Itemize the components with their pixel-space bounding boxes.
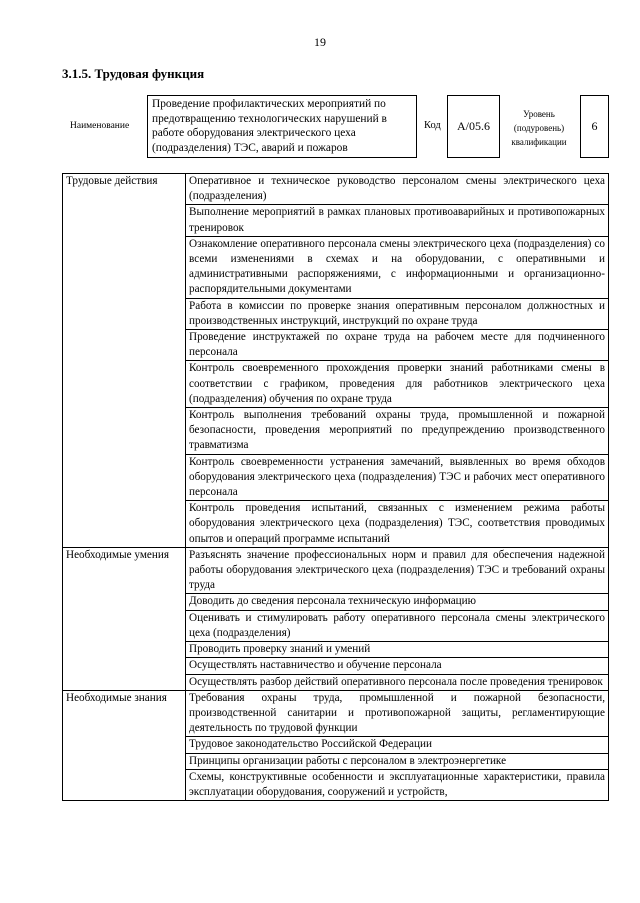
item-cell: Трудовое законодательство Российской Федерации [186, 737, 609, 753]
item-cell: Контроль своевременного прохождения проверки знаний работниками смены в соответствии с графиком, проведения для работников электрического цеха (подразделения) обучения по охране труда [186, 361, 609, 408]
item-cell: Осуществлять разбор действий оперативного персонала после проведения тренировок [186, 674, 609, 690]
item-cell: Доводить до сведения персонала техническую информацию [186, 594, 609, 610]
item-cell: Разъяснять значение профессиональных норм и правил для обеспечения надежной работы оборудования электрического цеха (подразделения) ТЭС и требований охраны труда [186, 547, 609, 594]
table-row [63, 174, 609, 205]
function-name: Проведение профилактических мероприятий по предотвращению технологических нарушений в работе оборудования электрического цеха (подразделения) ТЭС, аварий и пожаров [152, 98, 387, 154]
function-name-box [147, 95, 417, 158]
item-cell: Оценивать и стимулировать работу оперативного персонала смены электрического цеха (подразделения) [186, 610, 609, 641]
item-cell: Требования охраны труда, промышленной и пожарной безопасности, производственной санитарии и противопожарной защиты, регламентирующие деятельность по трудовой функции [186, 690, 609, 737]
table-row [63, 547, 609, 594]
item-cell: Оперативное и техническое руководство персоналом смены электрического цеха (подразделения) [186, 174, 609, 205]
item-cell: Принципы организации работы с персоналом в электроэнергетике [186, 753, 609, 769]
category-cell: Необходимые умения [63, 547, 186, 690]
item-cell: Схемы, конструктивные особенности и эксплуатационные характеристики, правила эксплуатации оборудования, сооружений и устройств, [186, 769, 609, 800]
code-label: Код [424, 120, 441, 131]
item-cell: Работа в комиссии по проверке знания оперативным персоналом должностных и производственных инструкций, инструкций по охране труда [186, 298, 609, 329]
item-cell: Осуществлять наставничество и обучение персонала [186, 658, 609, 674]
section-title: 3.1.5. Трудовая функция [62, 66, 205, 81]
category-cell: Необходимые знания [63, 690, 186, 800]
level-box [580, 95, 609, 158]
item-cell: Выполнение мероприятий в рамках плановых противоаварийных и противопожарных тренировок [186, 205, 609, 236]
function-table [62, 173, 609, 801]
item-cell: Контроль своевременности устранения замечаний, выявленных во время обходов оборудования электрического цеха (подразделения) ТЭС и рабочих мест оперативного персонала [186, 454, 609, 501]
category-cell: Трудовые действия [63, 174, 186, 548]
item-cell: Проводить проверку знаний и умений [186, 642, 609, 658]
level-label: Уровень (подуровень) квалификации [511, 109, 567, 147]
code-box [447, 95, 500, 158]
item-cell: Проведение инструктажей по охране труда на рабочем месте для подчиненного персонала [186, 330, 609, 361]
level-value: 6 [591, 119, 598, 133]
item-cell: Ознакомление оперативного персонала смены электрического цеха (подразделения) со всеми изменениями в схемах и на оборудовании, с оперативными и административными распоряжениями, с информационными и организационно-распорядительными документами [186, 236, 609, 298]
name-label: Наименование [70, 121, 130, 131]
table-row [63, 690, 609, 737]
code-value: A/05.6 [457, 119, 490, 133]
item-cell: Контроль выполнения требований охраны труда, промышленной и пожарной безопасности, проведения мероприятий по предупреждению производственного травматизма [186, 408, 609, 455]
item-cell: Контроль проведения испытаний, связанных с изменением режима работы оборудования электрического цеха (подразделения) ТЭС, соответствия проводимых опытов и операций программе испытаний [186, 501, 609, 548]
page-number: 19 [314, 35, 326, 49]
